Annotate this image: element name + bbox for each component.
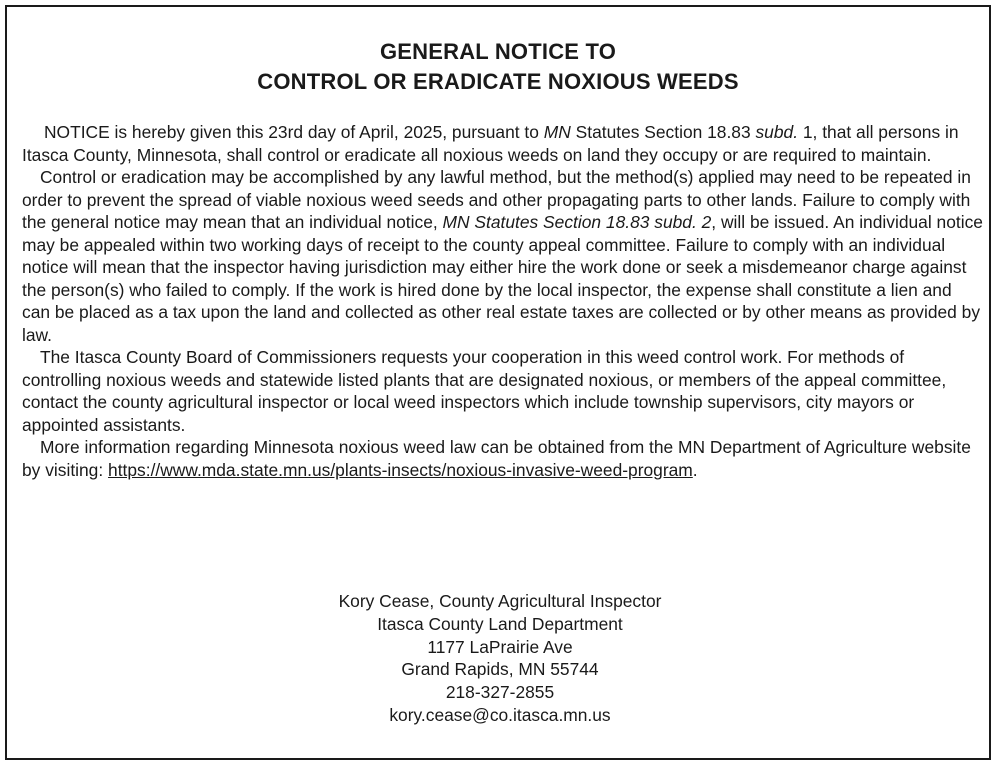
notice-box [5,5,991,760]
paragraph-control [22,166,984,346]
title-line-1: GENERAL NOTICE TO [379,39,617,64]
street-address: 1177 LaPrairie Ave [427,636,573,657]
p4-text-a: More information regarding Minnesota noxious weed law can be obtained from the MN Department of Agriculture website by visiting: [22,437,971,480]
p2-text-c: , will be issued. An individual notice may be appealed within two working days of receipt to the county appeal committee. Failure to comply with an individual notice will mean that the inspector having jurisdiction may either hire the work done or seek a misdemeanor charge against the person(s) who failed to comply. If the work is hired done by the local inspector, the expense shall constitute a lien and can be placed as a tax upon the land and collected as other real estate taxes are collected or by other means as provided by law. [22,212,983,345]
phone-number: 218-327-2855 [445,682,555,703]
inspector-name: Kory Cease, County Agricultural Inspector [338,591,662,611]
notice-body [22,121,984,481]
notice-title [7,37,989,97]
title-line-2: CONTROL OR ERADICATE NOXIOUS WEEDS [257,69,739,94]
paragraph-cooperation [22,346,984,436]
paragraph-more-info [22,436,984,481]
p1-text-c: Statutes Section 18.83 [570,122,756,142]
p1-subd-italic: subd. [755,122,799,142]
mda-website-link[interactable]: https://www.mda.state.mn.us/plants-insects/noxious-invasive-weed-program [108,459,693,480]
p4-text-end: . [692,459,698,480]
city-state-zip: Grand Rapids, MN 55744 [401,659,599,680]
email-address: kory.cease@co.itasca.mn.us [389,704,611,725]
p2-text-a: Control or eradication may be accomplished by any lawful method, but the method(s) applied may need to be repeated in order to prevent the spread of viable noxious weed seeds and other propagating parts to other lands. Failure to comply with the general notice may mean that an individual notice, [22,167,971,232]
p2-statute-italic: MN Statutes Section 18.83 subd. 2 [442,212,712,232]
p3-text: The Itasca County Board of Commissioners requests your cooperation in this weed control work. For methods of controlling noxious weeds and statewide listed plants that are designated noxious, or members of the appeal committee, contact the county agricultural inspector or local weed inspectors which include township supervisors, city mayors or appointed assistants. [22,347,947,435]
p1-mn-italic: MN [543,122,571,142]
p1-text-e: 1, that all persons in Itasca County, Minnesota, shall control or eradicate all noxious weeds on land they occupy or are required to maintain. [22,122,959,165]
department-name: Itasca County Land Department [377,613,623,634]
p1-text-a: NOTICE is hereby given this 23rd day of April, 2025, pursuant to [44,122,544,142]
paragraph-notice [22,121,984,166]
signature-block [7,590,993,727]
